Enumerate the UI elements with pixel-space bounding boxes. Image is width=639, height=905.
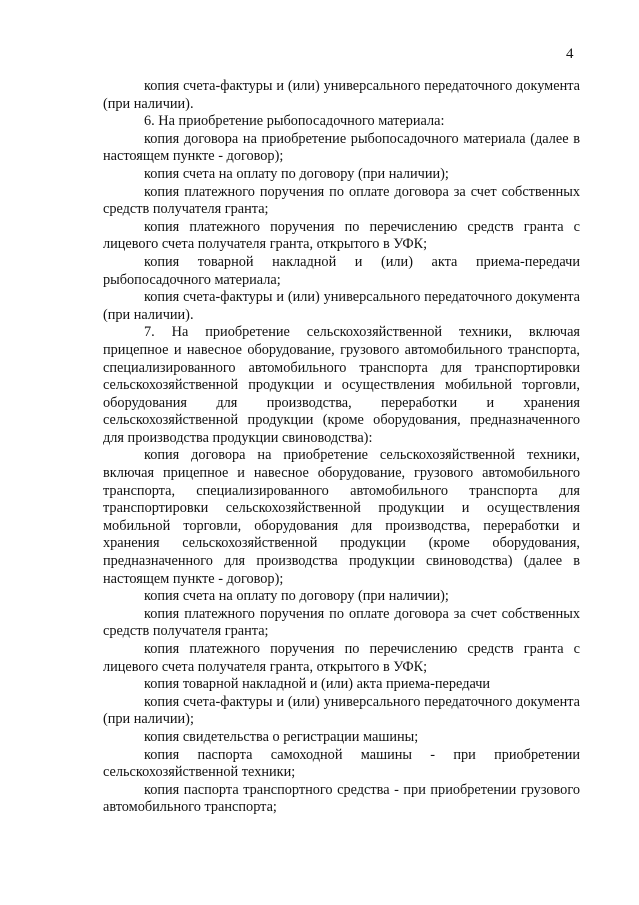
paragraph: копия свидетельства о регистрации машины; bbox=[144, 728, 419, 745]
paragraph: копия счета на оплату по договору (при наличии); bbox=[144, 165, 449, 182]
paragraph: копия договора на приобретение рыбопосадочного материала (далее в настоящем пункте - договор); bbox=[103, 130, 580, 165]
paragraph: копия счета-фактуры и (или) универсального передаточного документа (при наличии); bbox=[103, 693, 580, 728]
paragraph: копия договора на приобретение сельскохозяйственной техники, включая прицепное и навесное оборудование, грузового автомобильного транспорта, специализированного автомобильного транспорта для транспортировки сельскохозяйственной продукции и осуществления мобильной торговли, оборудования для производства, переработки и хранения сельскохозяйственной продукции (кроме оборудования, предназначенного для производства продукции свиноводства) (далее в настоящем пункте - договор); bbox=[103, 447, 580, 587]
document-body bbox=[103, 78, 580, 817]
paragraph: копия платежного поручения по оплате договора за счет собственных средств получателя гранта; bbox=[103, 605, 580, 640]
paragraph: копия счета на оплату по договору (при наличии); bbox=[144, 588, 449, 605]
paragraph: копия счета-фактуры и (или) универсального передаточного документа (при наличии). bbox=[103, 78, 580, 112]
paragraph: копия платежного поручения по оплате договора за счет собственных средств получателя гранта; bbox=[103, 183, 580, 218]
paragraph: копия платежного поручения по перечислению средств гранта с лицевого счета получателя гранта, открытого в УФК; bbox=[103, 218, 580, 253]
page-number: 4 bbox=[566, 46, 574, 62]
paragraph: копия товарной накладной и (или) акта приема-передачи bbox=[144, 676, 491, 693]
paragraph: копия счета-фактуры и (или) универсального передаточного документа (при наличии). bbox=[103, 289, 580, 323]
paragraph: копия паспорта самоходной машины - при приобретении сельскохозяйственной техники; bbox=[103, 746, 580, 781]
paragraph: копия паспорта транспортного средства - при приобретении грузового автомобильного транспорта; bbox=[103, 781, 580, 816]
section-heading: 6. На приобретение рыбопосадочного материала: bbox=[144, 113, 445, 130]
section-heading: 7. На приобретение сельскохозяйственной техники, включая прицепное и навесное оборудование, грузового автомобильного транспорта, специализированного автомобильного транспорта для транспортировки сельскохозяйственной продукции и осуществления мобильной торговли, оборудования для производства, переработки и хранения сельскохозяйственной продукции (кроме оборудования, предназначенного для производства продукции свиноводства): bbox=[103, 324, 580, 446]
paragraph: копия платежного поручения по перечислению средств гранта с лицевого счета получателя гранта, открытого в УФК; bbox=[103, 641, 580, 675]
paragraph: копия товарной накладной и (или) акта приема-передачи рыбопосадочного материала; bbox=[103, 253, 580, 288]
